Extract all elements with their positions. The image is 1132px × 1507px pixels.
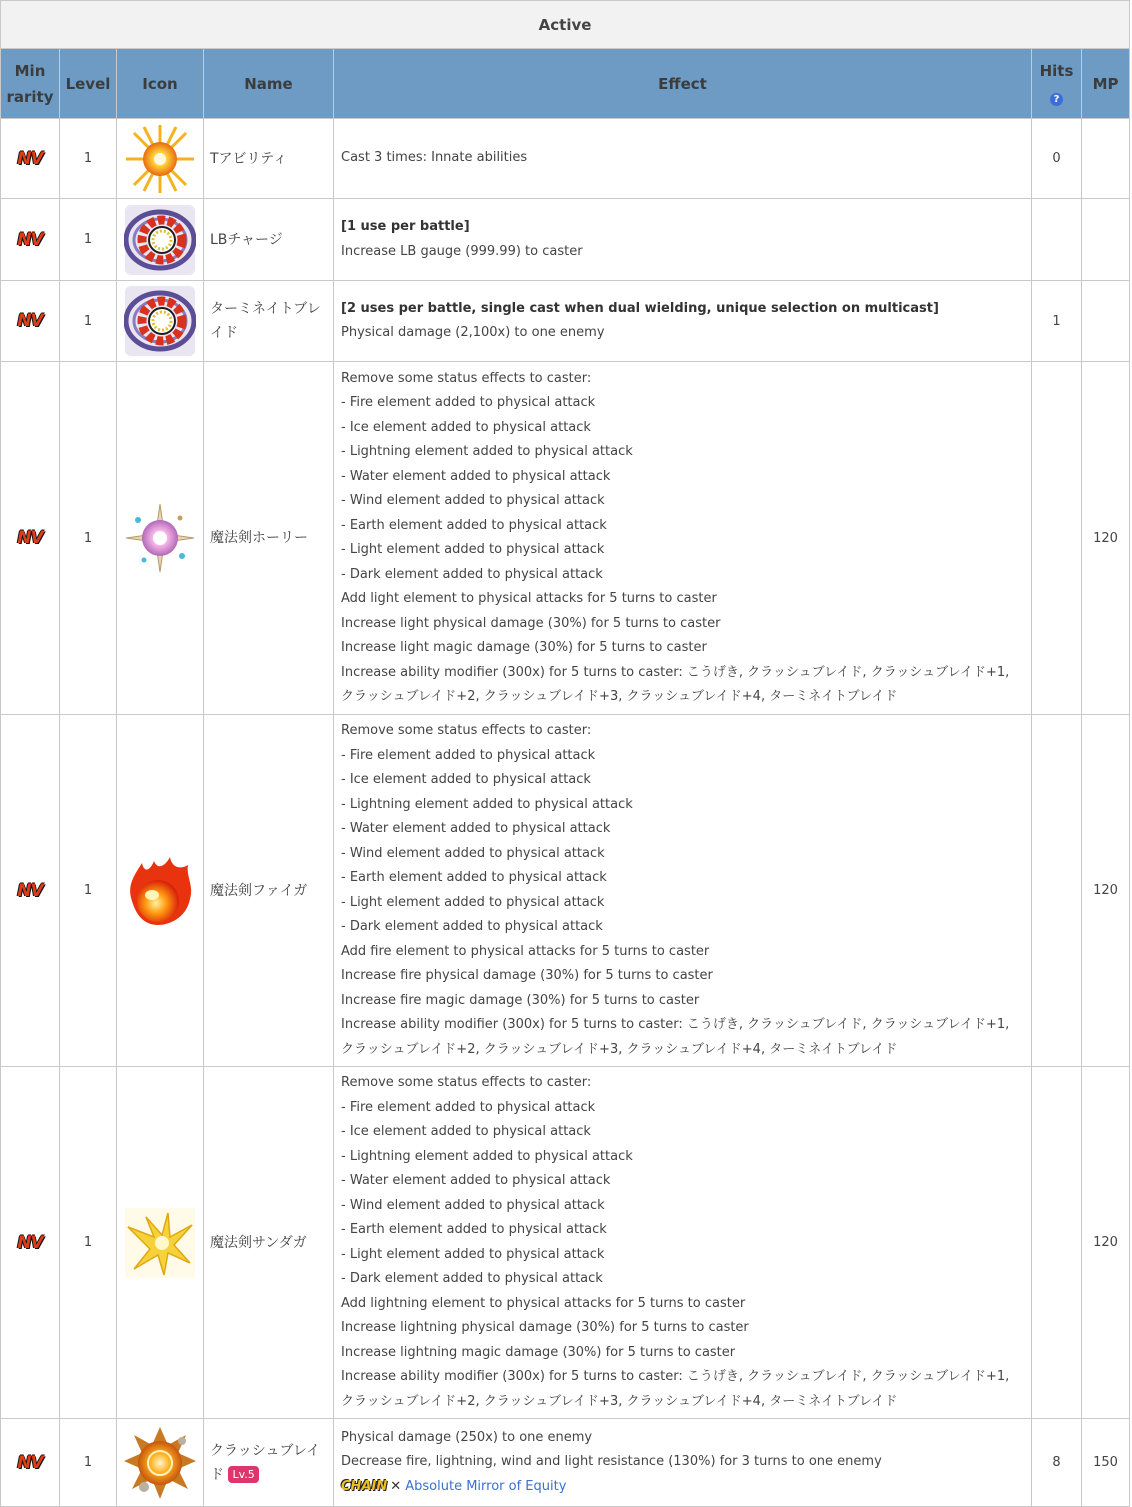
effect-line: Remove some status effects to caster: xyxy=(341,370,592,386)
name-cell xyxy=(204,715,334,1067)
ability-name[interactable]: ターミネイトブレイド xyxy=(210,301,321,341)
effect-line: - Ice element added to physical attack xyxy=(341,419,591,435)
explosion-icon xyxy=(118,1427,202,1499)
effect-line: - Light element added to physical attack xyxy=(341,894,605,910)
level-cell: 1 xyxy=(60,715,117,1067)
mp-cell xyxy=(1082,281,1130,362)
nv-rarity-icon: NV xyxy=(17,1452,43,1473)
header-min-rarity: Min rarity xyxy=(1,49,60,119)
header-mp: MP xyxy=(1082,49,1130,119)
effect-line: - Earth element added to physical attack xyxy=(341,517,607,533)
name-cell xyxy=(204,119,334,199)
effect-line: - Earth element added to physical attack xyxy=(341,1222,607,1237)
effect-cell xyxy=(334,1067,1032,1419)
effect-line: Physical damage (2,100x) to one enemy xyxy=(341,325,605,340)
rarity-cell xyxy=(1,199,60,281)
nv-rarity-icon: NV xyxy=(17,1232,43,1253)
mp-cell xyxy=(1082,119,1130,199)
level-cell: 1 xyxy=(60,119,117,199)
effect-line: - Fire element added to physical attack xyxy=(341,1099,596,1115)
effect-line: - Lightning element added to physical attack xyxy=(341,1148,633,1164)
icon-cell xyxy=(117,362,204,715)
effect-line: - Dark element added to physical attack xyxy=(341,919,603,934)
rarity-cell xyxy=(1,1067,60,1419)
header-name: Name xyxy=(204,49,334,119)
icon-cell xyxy=(117,119,204,199)
effect-line: - Lightning element added to physical attack xyxy=(341,796,633,812)
table-row xyxy=(1,1067,1130,1419)
header-hits-label: Hits xyxy=(1039,61,1074,80)
effect-line: Increase ability modifier (300x) for 5 turns to caster: こうげき, クラッシュブレイド, クラッシュブレイド+1, xyxy=(341,1017,1010,1032)
effect-line: - Ice element added to physical attack xyxy=(341,1124,591,1139)
ability-name[interactable]: クラッシュブレイド xyxy=(210,1442,321,1483)
mp-cell: 120 xyxy=(1082,362,1130,715)
rarity-cell xyxy=(1,1419,60,1507)
header-effect: Effect xyxy=(334,49,1032,119)
effect-line: - Fire element added to physical attack xyxy=(341,395,596,410)
nv-rarity-icon: NV xyxy=(17,148,43,169)
rarity-cell xyxy=(1,715,60,1067)
level-cell: 1 xyxy=(60,199,117,281)
nv-rarity-icon: NV xyxy=(17,880,43,901)
ability-name[interactable]: 魔法剣ホーリー xyxy=(210,530,308,546)
chain-link[interactable]: Absolute Mirror of Equity xyxy=(405,1478,567,1494)
table-row xyxy=(1,281,1130,362)
effect-line: Remove some status effects to caster: xyxy=(341,723,592,738)
effect-line: Add lightning element to physical attacks for 5 turns to caster xyxy=(341,1295,746,1311)
effect-line: - Earth element added to physical attack xyxy=(341,870,607,885)
effect-line: - Water element added to physical attack xyxy=(341,821,611,836)
mp-cell: 150 xyxy=(1082,1419,1130,1507)
ability-name[interactable]: Tアビリティ xyxy=(210,150,288,167)
effect-line: Physical damage (250x) to one enemy xyxy=(341,1429,593,1445)
effect-line: - Wind element added to physical attack xyxy=(341,845,605,861)
effect-line: - Dark element added to physical attack xyxy=(341,566,603,582)
chain-icon: CHAIN xyxy=(341,1478,388,1494)
hits-cell xyxy=(1032,1067,1082,1419)
ability-name[interactable]: 魔法剣サンダガ xyxy=(210,1234,307,1251)
level-cell: 1 xyxy=(60,362,117,715)
effect-cell xyxy=(334,362,1032,715)
nv-rarity-icon: NV xyxy=(17,229,43,250)
rarity-cell xyxy=(1,119,60,199)
table-row xyxy=(1,362,1130,715)
effect-line: Add fire element to physical attacks for 5 turns to caster xyxy=(341,943,710,959)
hits-cell: 8 xyxy=(1032,1419,1082,1507)
effect-line: - Ice element added to physical attack xyxy=(341,772,591,787)
table-title: Active xyxy=(1,1,1130,49)
effect-cell xyxy=(334,119,1032,199)
effect-condition: [1 use per battle] xyxy=(341,219,470,234)
effect-line: Increase lightning physical damage (30%) for 5 turns to caster xyxy=(341,1320,749,1335)
effect-line: Increase fire magic damage (30%) for 5 turns to caster xyxy=(341,992,700,1008)
effect-cell xyxy=(334,1419,1032,1507)
effect-line: - Wind element added to physical attack xyxy=(341,493,605,508)
icon-cell xyxy=(117,199,204,281)
hits-cell: 1 xyxy=(1032,281,1082,362)
effect-line: Increase ability modifier (300x) for 5 turns to caster: こうげき, クラッシュブレイド, クラッシュブレイド+1, xyxy=(341,664,1010,680)
ability-name[interactable]: 魔法剣ファイガ xyxy=(210,882,308,899)
lb-ring-icon xyxy=(118,285,202,357)
mp-cell: 120 xyxy=(1082,1067,1130,1419)
table-row xyxy=(1,1419,1130,1507)
effect-line: - Water element added to physical attack xyxy=(341,1173,611,1188)
effect-line: Remove some status effects to caster: xyxy=(341,1075,592,1090)
header-level: Level xyxy=(60,49,117,119)
icon-cell xyxy=(117,1067,204,1419)
effect-line: クラッシュブレイド+2, クラッシュブレイド+3, クラッシュブレイド+4, ターミネイトブレイド xyxy=(341,1041,898,1057)
effect-line: - Fire element added to physical attack xyxy=(341,747,596,763)
effect-line: Increase light physical damage (30%) for 5 turns to caster xyxy=(341,615,721,631)
hits-cell: 0 xyxy=(1032,119,1082,199)
effect-line: Increase fire physical damage (30%) for 5 turns to caster xyxy=(341,968,713,983)
effect-line: Add light element to physical attacks for 5 turns to caster xyxy=(341,591,717,606)
name-cell xyxy=(204,1067,334,1419)
name-cell xyxy=(204,362,334,715)
rarity-cell xyxy=(1,281,60,362)
effect-line: - Lightning element added to physical attack xyxy=(341,444,633,459)
effect-line: - Light element added to physical attack xyxy=(341,1246,605,1262)
ability-name[interactable]: LBチャージ xyxy=(210,231,283,248)
help-icon[interactable]: ? xyxy=(1050,93,1063,106)
icon-cell xyxy=(117,281,204,362)
holy-burst-icon xyxy=(118,502,202,574)
effect-line: Increase lightning magic damage (30%) for 5 turns to caster xyxy=(341,1344,736,1360)
burst-star-icon xyxy=(118,123,202,195)
table-row xyxy=(1,715,1130,1067)
name-cell xyxy=(204,281,334,362)
icon-cell xyxy=(117,1419,204,1507)
lb-ring-icon xyxy=(118,204,202,276)
effect-line: Increase LB gauge (999.99) to caster xyxy=(341,243,583,259)
table-row xyxy=(1,119,1130,199)
name-cell xyxy=(204,199,334,281)
level-cell: 1 xyxy=(60,1067,117,1419)
effect-cell xyxy=(334,715,1032,1067)
hits-cell xyxy=(1032,715,1082,1067)
nv-rarity-icon: NV xyxy=(17,311,43,331)
effect-line: Increase light magic damage (30%) for 5 turns to caster xyxy=(341,640,707,655)
effect-line: Decrease fire, lightning, wind and light resistance (130%) for 3 turns to one enemy xyxy=(341,1454,882,1470)
name-cell xyxy=(204,1419,334,1507)
hits-cell xyxy=(1032,362,1082,715)
header-row xyxy=(1,49,1130,119)
effect-cell xyxy=(334,199,1032,281)
effect-line: クラッシュブレイド+2, クラッシュブレイド+3, クラッシュブレイド+4, ターミネイトブレイド xyxy=(341,1393,898,1409)
level-cell: 1 xyxy=(60,281,117,362)
level-cell: 1 xyxy=(60,1419,117,1507)
effect-condition: [2 uses per battle, single cast when dual wielding, unique selection on multicast] xyxy=(341,300,939,316)
effect-line: - Light element added to physical attack xyxy=(341,542,605,557)
hits-cell xyxy=(1032,199,1082,281)
effect-line: - Wind element added to physical attack xyxy=(341,1197,605,1213)
table-row xyxy=(1,199,1130,281)
chain-cross-icon: ✕ xyxy=(390,1478,402,1494)
rarity-cell xyxy=(1,362,60,715)
header-hits xyxy=(1032,49,1082,119)
fire-orb-icon xyxy=(118,855,202,927)
effect-line: - Dark element added to physical attack xyxy=(341,1271,603,1286)
icon-cell xyxy=(117,715,204,1067)
mp-cell xyxy=(1082,199,1130,281)
mp-cell: 120 xyxy=(1082,715,1130,1067)
effect-line: クラッシュブレイド+2, クラッシュブレイド+3, クラッシュブレイド+4, ターミネイトブレイド xyxy=(341,689,898,704)
effect-line: Increase ability modifier (300x) for 5 turns to caster: こうげき, クラッシュブレイド, クラッシュブレイド+1, xyxy=(341,1369,1010,1384)
effect-line: Cast 3 times: Innate abilities xyxy=(341,150,528,166)
nv-rarity-icon: NV xyxy=(17,528,43,548)
lightning-bird-icon xyxy=(118,1207,202,1279)
effect-cell xyxy=(334,281,1032,362)
header-icon: Icon xyxy=(117,49,204,119)
effect-line: - Water element added to physical attack xyxy=(341,468,611,484)
level-badge: Lv.5 xyxy=(228,1466,258,1483)
